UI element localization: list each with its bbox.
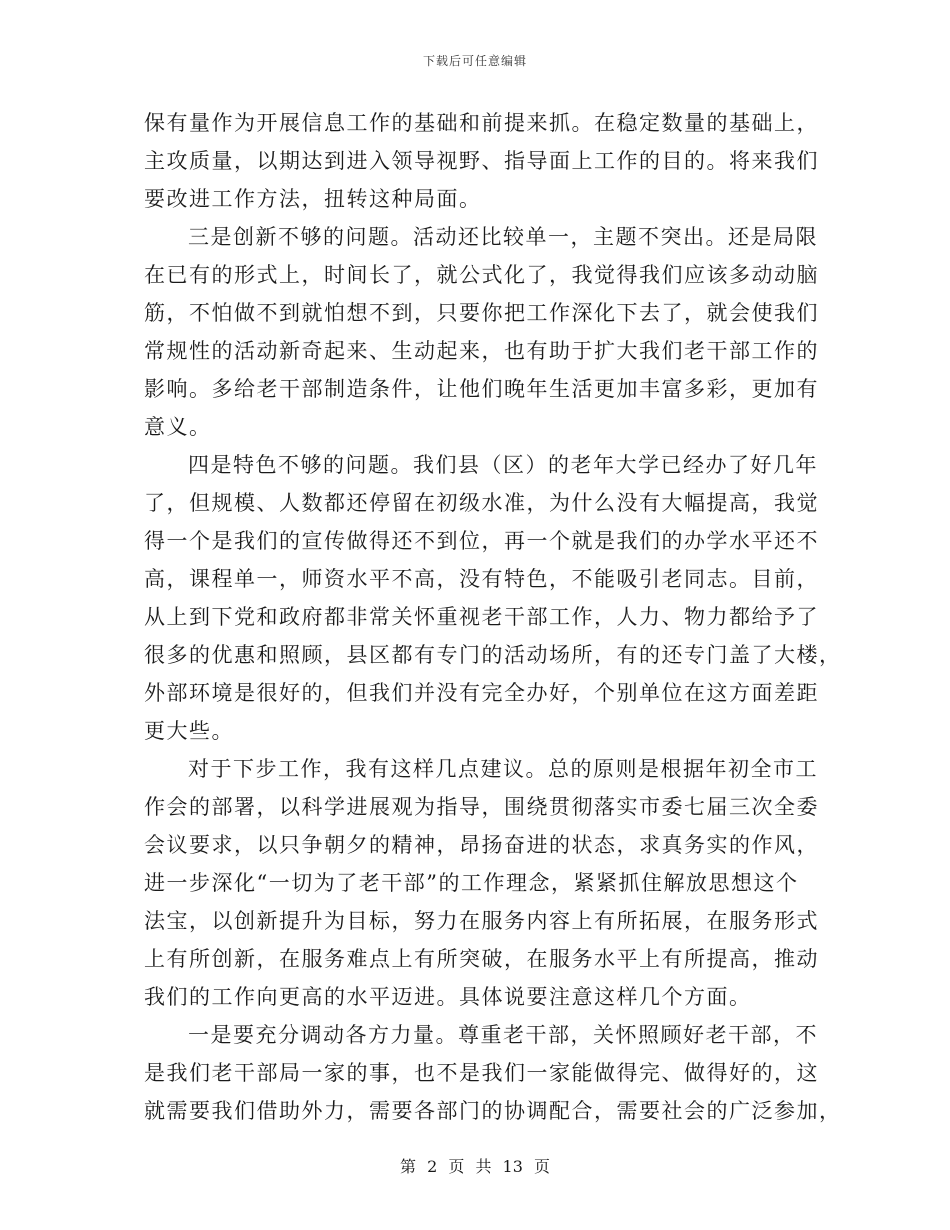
- text-line: 很多的优惠和照顾，县区都有专门的活动场所，有的还专门盖了大楼，: [144, 643, 842, 667]
- text-line: 要改进工作方法，扭转这种局面。: [144, 187, 482, 211]
- paragraph-start-line: 四是特色不够的问题。我们县（区）的老年大学已经办了好几年: [188, 453, 818, 477]
- paragraph-start-line: 三是创新不够的问题。活动还比较单一，主题不突出。还是局限: [188, 225, 818, 249]
- text-line: 意义。: [144, 415, 212, 439]
- text-line: 影响。多给老干部制造条件，让他们晚年生活更加丰富多彩，更加有: [144, 377, 819, 401]
- text-line: 高，课程单一，师资水平不高，没有特色，不能吸引老同志。目前，: [144, 567, 819, 591]
- text-line: 就需要我们借助外力，需要各部门的协调配合，需要社会的广泛参加，: [144, 1099, 842, 1123]
- text-line: 筋，不怕做不到就怕想不到，只要你把工作深化下去了，就会使我们: [144, 301, 819, 325]
- page-number: 第 2 页 共 13 页: [400, 1157, 550, 1176]
- text-line: 常规性的活动新奇起来、生动起来，也有助于扩大我们老干部工作的: [144, 339, 819, 363]
- page-header-note: 下载后可任意编辑: [422, 54, 527, 68]
- paragraph-start-line: 一是要充分调动各方力量。尊重老干部，关怀照顾好老干部，不: [188, 1023, 818, 1047]
- text-line: 进一步深化“一切为了老干部”的工作理念，紧紧抓住解放思想这个: [144, 871, 799, 895]
- text-line: 主攻质量，以期达到进入领导视野、指导面上工作的目的。将来我们: [144, 149, 819, 173]
- document-body: [144, 104, 842, 1130]
- text-line: 上有所创新，在服务难点上有所突破，在服务水平上有所提高，推动: [144, 947, 819, 971]
- text-line: 外部环境是很好的，但我们并没有完全办好，个别单位在这方面差距: [144, 681, 819, 705]
- text-line: 了，但规模、人数都还停留在初级水准，为什么没有大幅提高，我觉: [144, 491, 819, 515]
- text-line: 得一个是我们的宣传做得还不到位，再一个就是我们的办学水平还不: [144, 529, 819, 553]
- paragraph-start-line: 对于下步工作，我有这样几点建议。总的原则是根据年初全市工: [188, 757, 818, 781]
- text-line: 我们的工作向更高的水平迈进。具体说要注意这样几个方面。: [144, 985, 752, 1009]
- text-line: 会议要求，以只争朝夕的精神，昂扬奋进的状态，求真务实的作风，: [144, 833, 819, 857]
- text-line: 在已有的形式上，时间长了，就公式化了，我觉得我们应该多动动脑: [144, 263, 819, 287]
- text-line: 保有量作为开展信息工作的基础和前提来抓。在稳定数量的基础上，: [144, 111, 819, 135]
- text-line: 法宝，以创新提升为目标，努力在服务内容上有所拓展，在服务形式: [144, 909, 819, 933]
- text-line: 是我们老干部局一家的事，也不是我们一家能做得完、做得好的，这: [144, 1061, 819, 1085]
- text-line: 作会的部署，以科学进展观为指导，围绕贯彻落实市委七届三次全委: [144, 795, 819, 819]
- text-line: 更大些。: [144, 719, 234, 743]
- text-line: 从上到下党和政府都非常关怀重视老干部工作，人力、物力都给予了: [144, 605, 819, 629]
